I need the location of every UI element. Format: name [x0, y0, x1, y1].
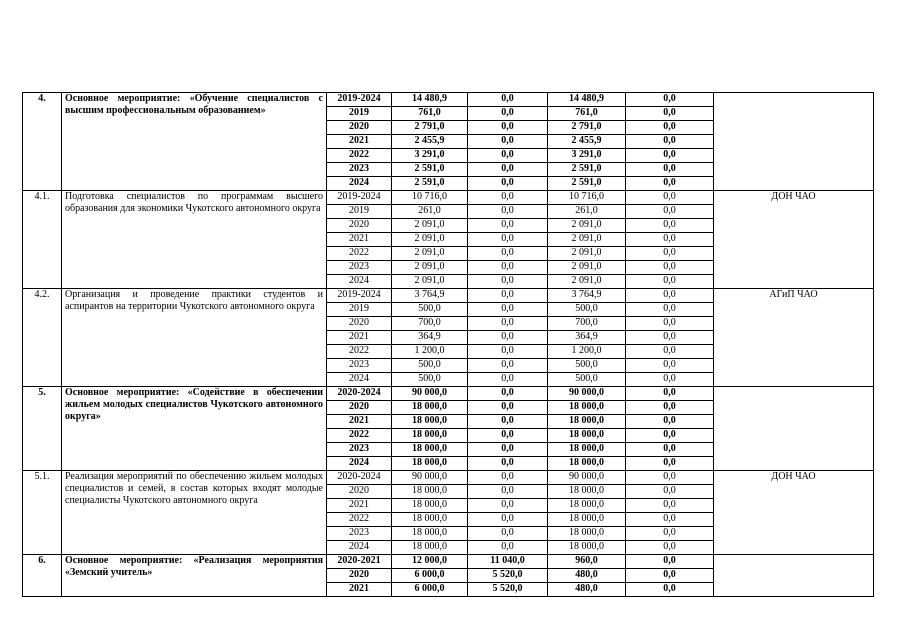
- district-budget-cell: 14 480,9: [548, 93, 626, 107]
- period-cell: 2023: [327, 443, 392, 457]
- table-group-row: [23, 471, 874, 485]
- other-sources-cell: 0,0: [626, 499, 714, 513]
- total-cell: 10 716,0: [392, 191, 468, 205]
- district-budget-cell: 761,0: [548, 107, 626, 121]
- total-cell: 18 000,0: [392, 443, 468, 457]
- total-cell: 500,0: [392, 359, 468, 373]
- total-cell: 261,0: [392, 205, 468, 219]
- period-cell: 2024: [327, 373, 392, 387]
- federal-budget-cell: 0,0: [468, 317, 548, 331]
- period-cell: 2024: [327, 275, 392, 289]
- item-name: Подготовка специалистов по программам высшего образования для экономики Чукотского автономного округа: [62, 191, 327, 289]
- other-sources-cell: 0,0: [626, 247, 714, 261]
- federal-budget-cell: 0,0: [468, 107, 548, 121]
- federal-budget-cell: 0,0: [468, 443, 548, 457]
- period-cell: 2021: [327, 583, 392, 597]
- federal-budget-cell: 0,0: [468, 177, 548, 191]
- executor-cell: [714, 387, 874, 471]
- federal-budget-cell: 0,0: [468, 261, 548, 275]
- period-cell: 2020: [327, 121, 392, 135]
- item-number: 5.1.: [23, 471, 62, 555]
- total-cell: 1 200,0: [392, 345, 468, 359]
- total-cell: 3 764,9: [392, 289, 468, 303]
- federal-budget-cell: 0,0: [468, 541, 548, 555]
- period-cell: 2023: [327, 261, 392, 275]
- federal-budget-cell: 0,0: [468, 275, 548, 289]
- total-cell: 2 091,0: [392, 247, 468, 261]
- total-cell: 90 000,0: [392, 387, 468, 401]
- other-sources-cell: 0,0: [626, 485, 714, 499]
- total-cell: 2 455,9: [392, 135, 468, 149]
- other-sources-cell: 0,0: [626, 163, 714, 177]
- other-sources-cell: 0,0: [626, 415, 714, 429]
- other-sources-cell: 0,0: [626, 219, 714, 233]
- total-cell: 14 480,9: [392, 93, 468, 107]
- table-body: [23, 93, 874, 597]
- federal-budget-cell: 0,0: [468, 359, 548, 373]
- total-cell: 18 000,0: [392, 485, 468, 499]
- total-cell: 2 591,0: [392, 163, 468, 177]
- district-budget-cell: 18 000,0: [548, 485, 626, 499]
- total-cell: 90 000,0: [392, 471, 468, 485]
- other-sources-cell: 0,0: [626, 107, 714, 121]
- period-cell: 2023: [327, 359, 392, 373]
- total-cell: 2 091,0: [392, 233, 468, 247]
- table-group-row: [23, 93, 874, 107]
- other-sources-cell: 0,0: [626, 429, 714, 443]
- other-sources-cell: 0,0: [626, 387, 714, 401]
- total-cell: 2 091,0: [392, 275, 468, 289]
- total-cell: 2 091,0: [392, 261, 468, 275]
- federal-budget-cell: 11 040,0: [468, 555, 548, 569]
- period-cell: 2020: [327, 569, 392, 583]
- federal-budget-cell: 0,0: [468, 219, 548, 233]
- other-sources-cell: 0,0: [626, 457, 714, 471]
- federal-budget-cell: 0,0: [468, 121, 548, 135]
- district-budget-cell: 2 091,0: [548, 219, 626, 233]
- period-cell: 2021: [327, 233, 392, 247]
- total-cell: 2 091,0: [392, 219, 468, 233]
- federal-budget-cell: 0,0: [468, 233, 548, 247]
- other-sources-cell: 0,0: [626, 359, 714, 373]
- total-cell: 18 000,0: [392, 527, 468, 541]
- period-cell: 2024: [327, 457, 392, 471]
- federal-budget-cell: 0,0: [468, 93, 548, 107]
- executor-cell: [714, 555, 874, 597]
- period-cell: 2024: [327, 177, 392, 191]
- other-sources-cell: 0,0: [626, 471, 714, 485]
- item-name: Основное мероприятие: «Содействие в обеспечении жильем молодых специалистов Чукотского автономного округа»: [62, 387, 327, 471]
- district-budget-cell: 18 000,0: [548, 415, 626, 429]
- total-cell: 18 000,0: [392, 401, 468, 415]
- federal-budget-cell: 0,0: [468, 345, 548, 359]
- federal-budget-cell: 0,0: [468, 415, 548, 429]
- federal-budget-cell: 0,0: [468, 191, 548, 205]
- federal-budget-cell: 0,0: [468, 163, 548, 177]
- period-cell: 2022: [327, 345, 392, 359]
- period-cell: 2021: [327, 331, 392, 345]
- district-budget-cell: 480,0: [548, 583, 626, 597]
- district-budget-cell: 3 764,9: [548, 289, 626, 303]
- federal-budget-cell: 0,0: [468, 247, 548, 261]
- total-cell: 2 591,0: [392, 177, 468, 191]
- period-cell: 2023: [327, 163, 392, 177]
- other-sources-cell: 0,0: [626, 541, 714, 555]
- other-sources-cell: 0,0: [626, 317, 714, 331]
- federal-budget-cell: 0,0: [468, 471, 548, 485]
- other-sources-cell: 0,0: [626, 177, 714, 191]
- federal-budget-cell: 0,0: [468, 149, 548, 163]
- item-name: Основное мероприятие: «Реализация мероприятия «Земский учитель»: [62, 555, 327, 597]
- district-budget-cell: 480,0: [548, 569, 626, 583]
- other-sources-cell: 0,0: [626, 149, 714, 163]
- period-cell: 2019: [327, 303, 392, 317]
- district-budget-cell: 18 000,0: [548, 527, 626, 541]
- period-cell: 2023: [327, 527, 392, 541]
- period-cell: 2021: [327, 135, 392, 149]
- other-sources-cell: 0,0: [626, 121, 714, 135]
- period-cell: 2020: [327, 401, 392, 415]
- total-cell: 6 000,0: [392, 569, 468, 583]
- district-budget-cell: 261,0: [548, 205, 626, 219]
- period-cell: 2022: [327, 429, 392, 443]
- other-sources-cell: 0,0: [626, 513, 714, 527]
- other-sources-cell: 0,0: [626, 527, 714, 541]
- other-sources-cell: 0,0: [626, 401, 714, 415]
- other-sources-cell: 0,0: [626, 93, 714, 107]
- federal-budget-cell: 5 520,0: [468, 583, 548, 597]
- item-number: 4.2.: [23, 289, 62, 387]
- federal-budget-cell: 0,0: [468, 205, 548, 219]
- executor-cell: АГиП ЧАО: [714, 289, 874, 387]
- period-cell: 2022: [327, 149, 392, 163]
- district-budget-cell: 18 000,0: [548, 401, 626, 415]
- item-name: Основное мероприятие: «Обучение специалистов с высшим профессиональным образованием»: [62, 93, 327, 191]
- period-cell: 2020-2024: [327, 387, 392, 401]
- table-group-row: [23, 555, 874, 569]
- other-sources-cell: 0,0: [626, 583, 714, 597]
- period-cell: 2020: [327, 485, 392, 499]
- federal-budget-cell: 5 520,0: [468, 569, 548, 583]
- item-number: 6.: [23, 555, 62, 597]
- total-cell: 18 000,0: [392, 499, 468, 513]
- period-cell: 2020: [327, 317, 392, 331]
- federal-budget-cell: 0,0: [468, 457, 548, 471]
- district-budget-cell: 2 791,0: [548, 121, 626, 135]
- item-number: 4.: [23, 93, 62, 191]
- district-budget-cell: 2 091,0: [548, 261, 626, 275]
- district-budget-cell: 2 591,0: [548, 177, 626, 191]
- executor-cell: ДОН ЧАО: [714, 191, 874, 289]
- district-budget-cell: 500,0: [548, 303, 626, 317]
- district-budget-cell: 2 091,0: [548, 275, 626, 289]
- item-number: 4.1.: [23, 191, 62, 289]
- item-name: Реализация мероприятий по обеспечению жильем молодых специалистов и семей, в состав которых входят молодые специалисты Чукотского автономного округа: [62, 471, 327, 555]
- item-number: 5.: [23, 387, 62, 471]
- district-budget-cell: 18 000,0: [548, 457, 626, 471]
- total-cell: 18 000,0: [392, 541, 468, 555]
- federal-budget-cell: 0,0: [468, 499, 548, 513]
- period-cell: 2021: [327, 499, 392, 513]
- total-cell: 18 000,0: [392, 429, 468, 443]
- period-cell: 2019-2024: [327, 93, 392, 107]
- other-sources-cell: 0,0: [626, 205, 714, 219]
- district-budget-cell: 18 000,0: [548, 541, 626, 555]
- other-sources-cell: 0,0: [626, 191, 714, 205]
- total-cell: 500,0: [392, 303, 468, 317]
- federal-budget-cell: 0,0: [468, 527, 548, 541]
- executor-cell: ДОН ЧАО: [714, 471, 874, 555]
- other-sources-cell: 0,0: [626, 331, 714, 345]
- district-budget-cell: 2 591,0: [548, 163, 626, 177]
- district-budget-cell: 2 091,0: [548, 233, 626, 247]
- period-cell: 2021: [327, 415, 392, 429]
- total-cell: 12 000,0: [392, 555, 468, 569]
- district-budget-cell: 2 455,9: [548, 135, 626, 149]
- other-sources-cell: 0,0: [626, 373, 714, 387]
- table-group-row: [23, 289, 874, 303]
- district-budget-cell: 1 200,0: [548, 345, 626, 359]
- federal-budget-cell: 0,0: [468, 289, 548, 303]
- total-cell: 364,9: [392, 331, 468, 345]
- district-budget-cell: 3 291,0: [548, 149, 626, 163]
- district-budget-cell: 364,9: [548, 331, 626, 345]
- district-budget-cell: 500,0: [548, 359, 626, 373]
- table-group-row: [23, 387, 874, 401]
- period-cell: 2022: [327, 513, 392, 527]
- period-cell: 2022: [327, 247, 392, 261]
- program-table: [22, 92, 874, 597]
- other-sources-cell: 0,0: [626, 345, 714, 359]
- district-budget-cell: 10 716,0: [548, 191, 626, 205]
- other-sources-cell: 0,0: [626, 275, 714, 289]
- federal-budget-cell: 0,0: [468, 303, 548, 317]
- district-budget-cell: 18 000,0: [548, 443, 626, 457]
- total-cell: 18 000,0: [392, 457, 468, 471]
- district-budget-cell: 2 091,0: [548, 247, 626, 261]
- district-budget-cell: 700,0: [548, 317, 626, 331]
- period-cell: 2020-2024: [327, 471, 392, 485]
- total-cell: 761,0: [392, 107, 468, 121]
- period-cell: 2024: [327, 541, 392, 555]
- district-budget-cell: 18 000,0: [548, 513, 626, 527]
- other-sources-cell: 0,0: [626, 289, 714, 303]
- district-budget-cell: 90 000,0: [548, 471, 626, 485]
- total-cell: 500,0: [392, 373, 468, 387]
- total-cell: 6 000,0: [392, 583, 468, 597]
- district-budget-cell: 960,0: [548, 555, 626, 569]
- federal-budget-cell: 0,0: [468, 373, 548, 387]
- executor-cell: [714, 93, 874, 191]
- other-sources-cell: 0,0: [626, 569, 714, 583]
- federal-budget-cell: 0,0: [468, 513, 548, 527]
- federal-budget-cell: 0,0: [468, 485, 548, 499]
- other-sources-cell: 0,0: [626, 555, 714, 569]
- other-sources-cell: 0,0: [626, 261, 714, 275]
- period-cell: 2019-2024: [327, 191, 392, 205]
- district-budget-cell: 500,0: [548, 373, 626, 387]
- period-cell: 2019: [327, 107, 392, 121]
- federal-budget-cell: 0,0: [468, 429, 548, 443]
- total-cell: 18 000,0: [392, 415, 468, 429]
- total-cell: 18 000,0: [392, 513, 468, 527]
- district-budget-cell: 90 000,0: [548, 387, 626, 401]
- period-cell: 2020: [327, 219, 392, 233]
- district-budget-cell: 18 000,0: [548, 499, 626, 513]
- federal-budget-cell: 0,0: [468, 401, 548, 415]
- period-cell: 2019-2024: [327, 289, 392, 303]
- total-cell: 3 291,0: [392, 149, 468, 163]
- item-name: Организация и проведение практики студентов и аспирантов на территории Чукотского автономного округа: [62, 289, 327, 387]
- federal-budget-cell: 0,0: [468, 387, 548, 401]
- other-sources-cell: 0,0: [626, 443, 714, 457]
- other-sources-cell: 0,0: [626, 135, 714, 149]
- district-budget-cell: 18 000,0: [548, 429, 626, 443]
- total-cell: 700,0: [392, 317, 468, 331]
- federal-budget-cell: 0,0: [468, 331, 548, 345]
- other-sources-cell: 0,0: [626, 233, 714, 247]
- total-cell: 2 791,0: [392, 121, 468, 135]
- table-group-row: [23, 191, 874, 205]
- federal-budget-cell: 0,0: [468, 135, 548, 149]
- period-cell: 2020-2021: [327, 555, 392, 569]
- period-cell: 2019: [327, 205, 392, 219]
- other-sources-cell: 0,0: [626, 303, 714, 317]
